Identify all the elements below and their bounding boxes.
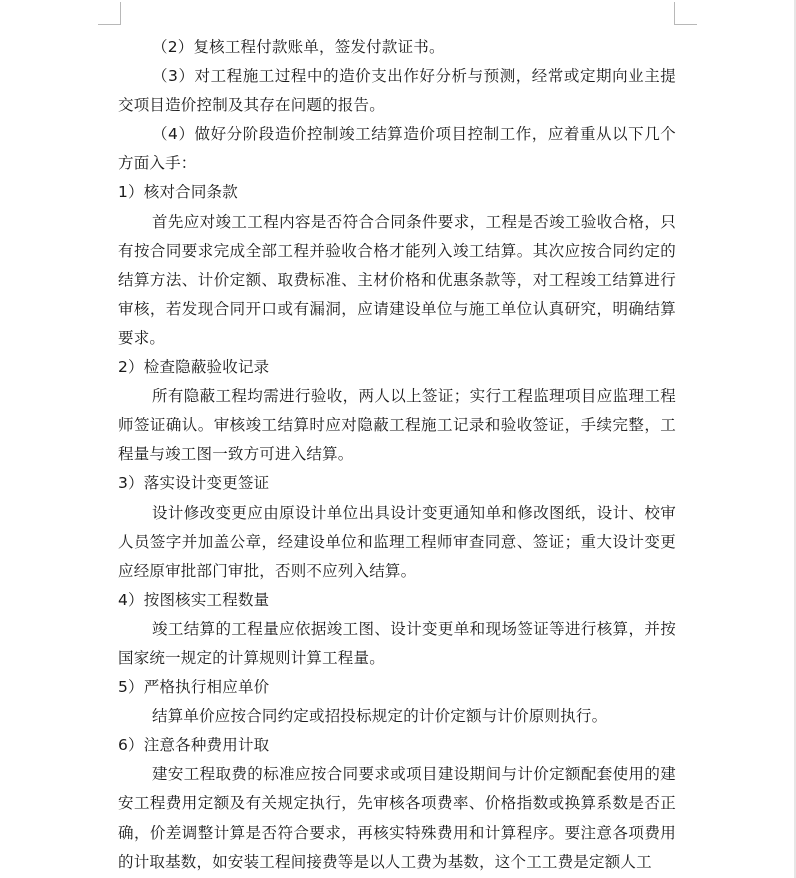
heading-fee-calculation: 6）注意各种费用计取 [118,736,270,755]
heading-quantity-check: 4）按图核实工程数量 [118,590,270,609]
heading-hidden-records: 2）检查隐蔽验收记录 [118,358,270,377]
paragraph-quantity-check: 竣工结算的工程量应依据竣工图、设计变更单和现场签证等进行核算，并按国家统一规定的计算规则计算工程量。 [118,619,676,667]
page-corner-mark-left [98,2,121,25]
paragraph-design-change: 设计修改变更应由原设计单位出具设计变更通知单和修改图纸，设计、校审人员签字并加盖公章，经建设单位和监理工程师审查同意、签证；重大设计变更应经原审批部门审批，否则不应列入结算。 [118,503,676,580]
paragraph-hidden-records: 所有隐蔽工程均需进行验收，两人以上签证；实行工程监理项目应监理工程师签证确认。审核竣工结算时应对隐蔽工程施工记录和验收签证，手续完整，工程量与竣工图一致方可进入结算。 [118,387,676,464]
page-corner-mark-right [674,2,697,25]
paragraph-stage-control: （4）做好分阶段造价控制竣工结算造价项目控制工作，应着重从以下几个方面入手： [118,125,676,173]
heading-unit-price: 5）严格执行相应单价 [118,678,270,697]
paragraph-check-contract: 首先应对竣工工程内容是否符合合同条件要求，工程是否竣工验收合格，只有按合同要求完成全部工程并验收合格才能列入竣工结算。其次应按合同约定的结算方法、计价定额、取费标准、主材价格和优惠条款等，对工程竣工结算进行审核，若发现合同开口或有漏洞，应请建设单位与施工单位认真研究，明确结算要求。 [118,212,676,347]
paragraph-review-payment: （2）复核工程付款账单，签发付款证书。 [152,38,445,56]
paragraph-fee-calculation: 建安工程取费的标准应按合同要求或项目建设期间与计价定额配套使用的建安工程费用定额及有关规定执行，先审核各项费率、价格指数或换算系数是否正确，价差调整计算是否符合要求，再核实特殊费用和计算程序。要注意各项费用的计取基数，如安装工程间接费等是以人工费为基数，这个工工费是定额人工 [118,765,676,871]
document-body [118,33,676,877]
paragraph-cost-analysis: （3）对工程施工过程中的造价支出作好分析与预测，经常或定期向业主提交项目造价控制及其存在问题的报告。 [118,67,676,115]
heading-check-contract: 1）核对合同条款 [118,183,238,202]
paragraph-unit-price: 结算单价应按合同约定或招投标规定的计价定额与计价原则执行。 [152,707,608,726]
heading-design-change: 3）落实设计变更签证 [118,474,270,493]
